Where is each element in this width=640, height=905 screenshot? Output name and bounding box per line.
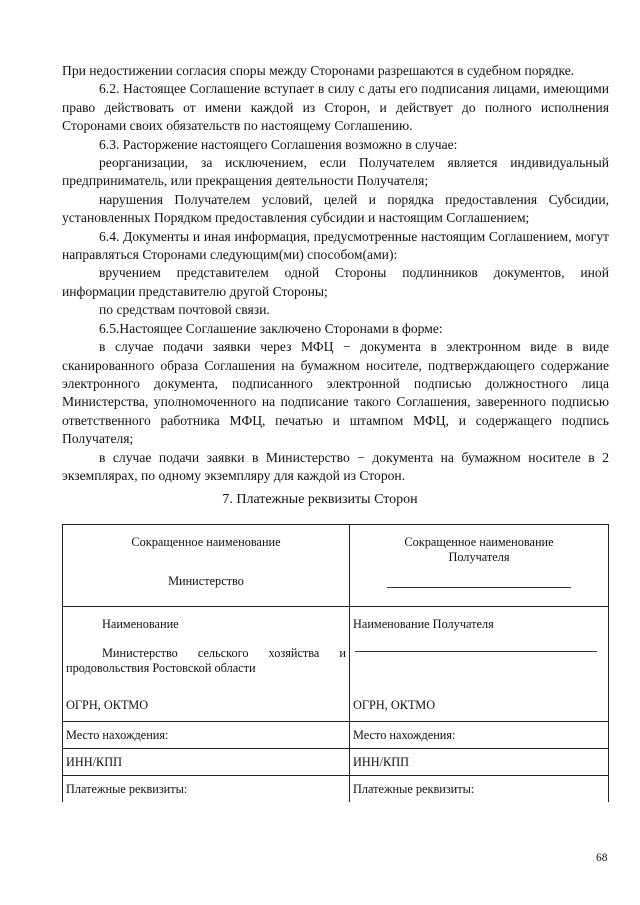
payment-right-cell: Платежные реквизиты: xyxy=(350,776,609,803)
page-number: 68 xyxy=(596,852,608,864)
table-row xyxy=(63,776,609,803)
short-name-left-value: Министерство xyxy=(168,574,244,588)
paragraph-6-5: 6.5.Настоящее Соглашение заключено Сторонами в форме: xyxy=(99,320,443,336)
paragraph-reorganization: реорганизации, за исключением, если Получателем является индивидуальный предприниматель, или прекращения деятельности Получателя; xyxy=(62,155,609,189)
inn-right-cell: ИНН/КПП xyxy=(350,749,609,776)
name-ministry-cell xyxy=(63,607,350,722)
paragraph-delivery: вручением представителем одной Стороны подлинников документов, иной информации представителю другой Стороны; xyxy=(62,265,609,299)
inn-left-cell: ИНН/КПП xyxy=(63,749,350,776)
table-row xyxy=(63,722,609,749)
name-recipient-cell xyxy=(350,607,609,722)
location-left-cell: Место нахождения: xyxy=(63,722,350,749)
short-name-left-label: Сокращенное наименование xyxy=(131,535,281,549)
paragraph-ministry: в случае подачи заявки в Министерство − документа на бумажном носителе в 2 экземплярах, по одному экземпляру для каждой из Сторон. xyxy=(62,449,609,483)
short-name-ministry-cell xyxy=(63,525,350,607)
table-row xyxy=(63,749,609,776)
table-row xyxy=(63,525,609,607)
name-left-value: Министерство сельского хозяйства и продовольствия Ростовской области xyxy=(66,646,346,675)
paragraph-violation: нарушения Получателем условий, целей и порядка предоставления Субсидии, установленных Порядком предоставления субсидии и настоящим Соглашением; xyxy=(62,191,609,226)
payment-details-table xyxy=(62,524,609,802)
paragraph-6-2: 6.2. Настоящее Соглашение вступает в силу с даты его подписания лицами, имеющими право действовать от имени каждой из Сторон, и действует до полного исполнения Сторонами своих обязательств по настоящему Соглашению. xyxy=(62,81,609,134)
payment-left-cell: Платежные реквизиты: xyxy=(63,776,350,803)
paragraph-dispute-resolution: При недостижении согласия споры между Сторонами разрешаются в судебном порядке. xyxy=(62,63,575,78)
paragraph-6-4: 6.4. Документы и иная информация, предусмотренные настоящим Соглашением, могут направляться Сторонами следующим(ми) способом(ами): xyxy=(62,228,609,263)
paragraph-6-3: 6.3. Расторжение настоящего Соглашения возможно в случае: xyxy=(99,136,458,152)
short-name-right-blank-line xyxy=(387,587,571,588)
location-right-cell: Место нахождения: xyxy=(350,722,609,749)
paragraph-postal: по средствам почтовой связи. xyxy=(99,302,270,318)
short-name-right-label: Сокращенное наименование Получателя xyxy=(404,535,554,564)
section-title: 7. Платежные реквизиты Сторон xyxy=(222,492,418,507)
name-left-label: Наименование xyxy=(102,617,179,631)
paragraph-mfc: в случае подачи заявки через МФЦ − документа в электронном виде в виде сканированного образа Соглашения на бумажном носителе, подтверждающего содержание электронного документа, подписанного электронной подписью должностного лица Министерства, уполномоченного на подписание такого Соглашения, заверенного подписью ответственного работника МФЦ, печатью и штампом МФЦ, и содержащего подпись Получателя; xyxy=(62,339,609,447)
table-row xyxy=(63,607,609,722)
ogrn-right-label: ОГРН, ОКТМО xyxy=(353,698,436,712)
name-right-label: Наименование Получателя xyxy=(353,617,494,631)
ogrn-left-label: ОГРН, ОКТМО xyxy=(66,698,149,712)
agreement-body-text xyxy=(62,62,609,485)
short-name-recipient-cell xyxy=(350,525,609,607)
